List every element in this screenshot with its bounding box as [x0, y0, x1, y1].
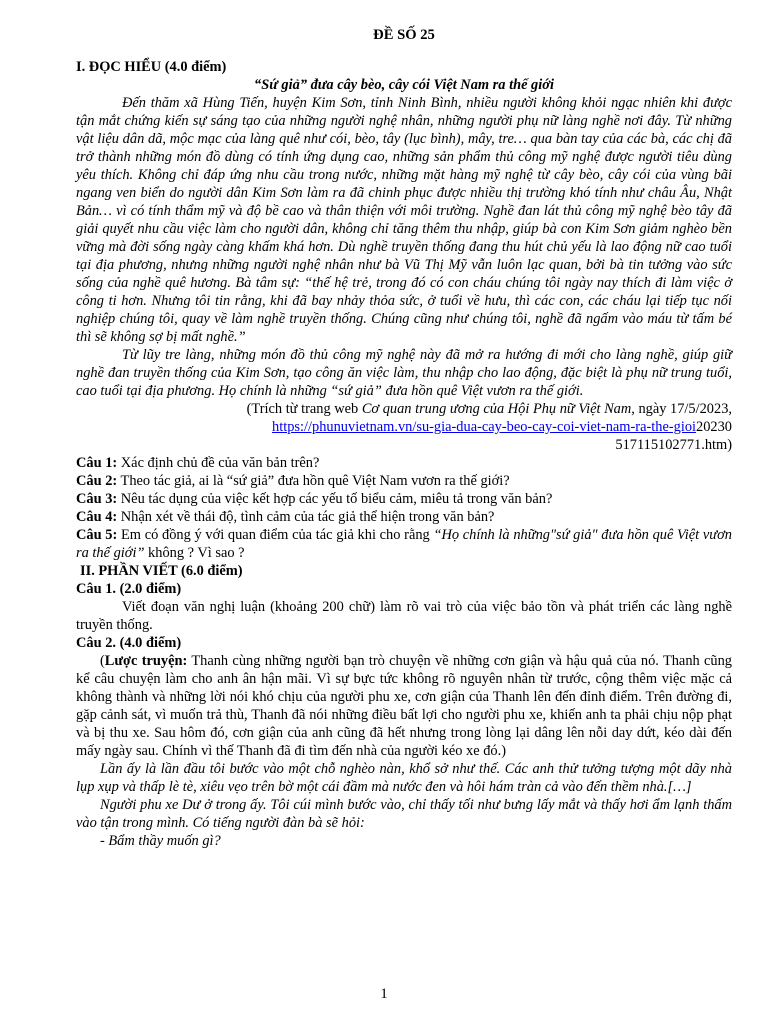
question-3 — [76, 490, 732, 508]
article-paragraph-1: Đến thăm xã Hùng Tiến, huyện Kim Sơn, tỉnh Ninh Bình, nhiều người không khỏi ngạc nhiên khi được tận mắt chứng kiến sự sáng tạo của những người nghệ nhân, những người phụ nữ làng nghề nơi đây. Từ những vật liệu dân dã, mộc mạc của làng quê như cói, bèo, tây (lục bình), mây, tre… qua bàn tay của các bà, các chị đã trở thành những món đồ dùng có tính ứng dụng cao, những sản phẩm thủ công mỹ nghệ được người tiêu dùng yêu thích. Không chỉ đáp ứng nhu cầu trong nước, những mặt hàng mỹ nghệ từ cây bèo, cây cói của vùng bãi ngang ven biển do người dân Kim Sơn làm ra đã chinh phục được nhiều thị trường khó tính như châu Âu, Nhật Bản… vì có tính thẩm mỹ và độ bề cao và thân thiện với môi trường. Nghề đan lát thủ công mỹ nghệ bèo tây đã giải quyết nhu cầu việc làm cho người dân, không chỉ tăng thêm thu nhập, giúp bà con Kim Sơn giảm nghèo bền vững mà đời sống ngày càng khấm khá hơn. Dù nghề truyền thống đang thu hút chủ yếu là lao động nữ cao tuổi tại địa phương, nhưng những người nghệ nhân như bà Vũ Thị Mỹ vẫn luôn lạc quan, bởi bà tin tưởng vào sức sống của nghề quê hương. Bà tâm sự: “thế hệ trẻ, trong đó có con cháu chúng tôi ngày nay thích đi làm việc ở công ti hơn. Nhưng tôi tin rằng, khi đã bay nhảy thỏa sức, ở tuổi về hưu, thì các con, các cháu lại tiếp tục nối nghiệp chúng tôi, quay về làm nghề truyền thống. Chúng cũng như chúng tôi, nghề đã ngấm vào máu từ tấm bé thì sẽ không sợ bị mất nghề.” — [76, 95, 732, 345]
question-text: Theo tác giả, ai là “sứ giả” đưa hồn quê Việt Nam vươn ra thế giới? — [117, 473, 510, 489]
part2-heading: II. PHẦN VIẾT (6.0 điểm) — [80, 563, 243, 579]
question-label: Câu 5: — [76, 527, 118, 543]
story-paragraph-3: - Bẩm thầy muốn gì? — [100, 833, 221, 849]
question-label: Câu 3: — [76, 491, 118, 507]
question-text: Em có đồng ý với quan điểm của tác giả khi cho rằng — [117, 527, 434, 543]
source-link[interactable]: https://phunuvietnam.vn/su-gia-dua-cay-beo-cay-coi-viet-nam-ra-the-gioi — [272, 419, 697, 435]
question-text: Nhận xét về thái độ, tình cảm của tác giả thể hiện trong văn bản? — [117, 509, 495, 525]
source-suffix: 20230517115102771.htm) — [615, 419, 732, 453]
question-5 — [76, 526, 732, 562]
source-citation — [76, 400, 732, 418]
page-number: 1 — [380, 986, 388, 1002]
story-paragraph-2: Người phu xe Dư ở trong ấy. Tôi cúi mình bước vào, chỉ thấy tối như bưng lấy mắt và thấy hơi ẩm lạnh thấm vào tận trong mình. Có tiếng người đàn bà sẽ hỏi: — [76, 797, 732, 831]
question-4 — [76, 508, 732, 526]
source-prefix: (Trích từ trang web — [246, 401, 362, 417]
part2-question-2-heading: Câu 2. (4.0 điểm) — [76, 635, 182, 651]
question-quote: “Họ chính là những"sứ giả" đưa hồn quê Việt vươn ra thế giới” — [76, 527, 732, 561]
story-paragraph-1: Lần ấy là lần đầu tôi bước vào một chỗ nghèo nàn, khổ sở như thế. Các anh thử tưởng tượng một dãy nhà lụp xụp và thấp lè tè, xiêu vẹo trên bờ một cái đầm mà nước đen và hôi hám tràn cả vào đến thềm nhà.[…] — [76, 761, 732, 795]
part2-question-1-text: Viết đoạn văn nghị luận (khoảng 200 chữ) làm rõ vai trò của việc bảo tồn và phát triển các làng nghề truyền thống. — [76, 599, 732, 633]
summary-label: Lược truyện: — [104, 653, 188, 669]
story-summary — [76, 652, 732, 760]
summary-open: ( — [100, 653, 105, 669]
question-text: Xác định chủ đề của văn bản trên? — [117, 455, 320, 471]
question-label: Câu 1: — [76, 455, 118, 471]
source-date: , ngày 17/5/2023, — [631, 401, 732, 417]
source-url-line — [76, 418, 732, 454]
part1-heading: I. ĐỌC HIỂU (4.0 điểm) — [76, 59, 227, 75]
question-1 — [76, 454, 732, 472]
question-text-end: không ? Vì sao ? — [144, 545, 245, 561]
part2-question-1-heading: Câu 1. (2.0 điểm) — [76, 581, 182, 597]
question-label: Câu 2: — [76, 473, 118, 489]
question-2 — [76, 472, 732, 490]
document-page — [76, 22, 732, 850]
question-label: Câu 4: — [76, 509, 118, 525]
summary-text: Thanh cùng những người bạn trò chuyện về những cơn giận và hậu quả của nó. Thanh cũng kể câu chuyện làm cho anh ân hận mãi. Vì sự bực tức không rõ nguyên nhân từ trước, cộng thêm việc mặc cả không thành và những lời nói khó chịu của người phu xe, cơn giận của Thanh lên đến đỉnh điểm. Trên đường đi, gặp cảnh sát, vì muốn trả thù, Thanh đã nói những điều bất lợi cho người phu xe, khiến anh ta phải chịu nộp phạt và bị thu xe. Sau hôm đó, cơn giận của anh cũng đã hết nhưng trong lòng lại dâng lên nỗi day dứt, kéo dài đến mấy ngày sau. Chính vì thế Thanh đã đi tìm đến nhà của người kéo xe đó.) — [76, 653, 733, 759]
source-site: Cơ quan trung ương của Hội Phụ nữ Việt Nam — [361, 401, 632, 417]
article-title: “Sứ giả” đưa cây bèo, cây cói Việt Nam ra thế giới — [254, 77, 554, 93]
article-paragraph-2: Từ lũy tre làng, những món đồ thủ công mỹ nghệ này đã mở ra hướng đi mới cho làng nghề, giúp giữ nghề đan truyền thống của Kim Sơn, tạo công ăn việc làm, thu nhập cho lao động, đặc biệt là phụ nữ trung tuổi, cao tuổi tại địa phương. Họ chính là những “sứ giả” đưa hồn quê Việt vươn ra thế giới. — [76, 347, 732, 399]
exam-title: ĐỀ SỐ 25 — [373, 27, 435, 43]
question-text: Nêu tác dụng của việc kết hợp các yếu tố biểu cảm, miêu tả trong văn bản? — [117, 491, 553, 507]
